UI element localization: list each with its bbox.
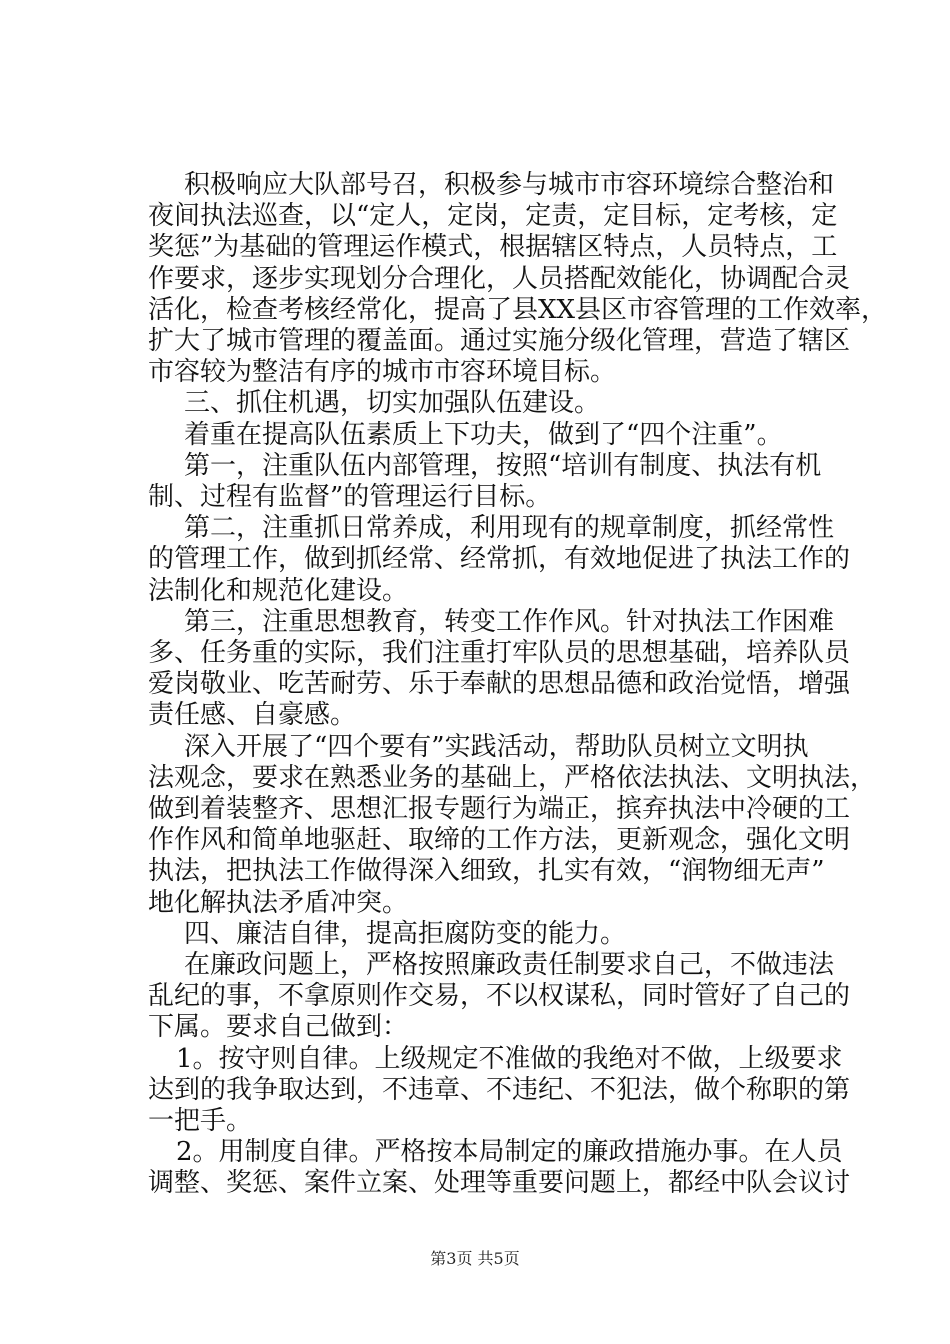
paragraph-line: 在廉政问题上，严格按照廉政责任制要求自己，不做违法 [184,950,835,980]
section-heading: 四、廉洁自律，提高拒腐防变的能力。 [184,918,627,949]
paragraph-line: 执法，把执法工作做得深入细致，扎实有效，“润物细无声” [148,856,825,887]
section-heading: 三、抓住机遇，切实加强队伍建设。 [184,388,601,419]
page-footer: 第3页 共5页 [430,1249,520,1268]
paragraph-line: 深入开展了“四个要有”实践活动，帮助队员树立文明执 [184,731,809,762]
paragraph-line: 着重在提高队伍素质上下功夫，做到了“四个注重”。 [184,419,783,450]
paragraph-line: 多、任务重的实际，我们注重打牢队员的思想基础，培养队员 [148,638,851,668]
paragraph-line: 第一，注重队伍内部管理，按照“培训有制度、执法有机 [184,450,822,481]
paragraph-line: 制、过程有监督”的管理运行目标。 [148,482,552,512]
paragraph-line: 地化解执法矛盾冲突。 [148,887,409,918]
paragraph-line: 积极响应大队部号召，积极参与城市市容环境综合整治和 [184,170,835,200]
paragraph-line: 做到着装整齐、思想汇报专题行为端正，摈弃执法中冷硬的工 [148,794,851,824]
paragraph-line: 一把手。 [148,1106,253,1136]
paragraph-line: 市容较为整洁有序的城市市容环境目标。 [148,357,617,388]
paragraph-line: 乱纪的事，不拿原则作交易，不以权谋私，同时管好了自己的 [148,981,851,1012]
paragraph-line: 的管理工作，做到抓经常、经常抓，有效地促进了执法工作的 [148,544,851,575]
paragraph-line: 夜间执法巡查，以“定人，定岗，定责，定目标，定考核，定 [148,201,838,232]
paragraph-line: 第二，注重抓日常养成，利用现有的规章制度，抓经常性 [184,513,835,544]
paragraph-line: 爱岗敬业、吃苦耐劳、乐于奉献的思想品德和政治觉悟，增强 [148,669,851,700]
paragraph-line: 达到的我争取达到，不违章、不违纪、不犯法，做个称职的第 [148,1074,851,1105]
paragraph-line: 第三，注重思想教育，转变工作作风。针对执法工作困难 [184,606,835,637]
paragraph-line: 法制化和规范化建设。 [148,575,409,606]
paragraph-line: 法观念，要求在熟悉业务的基础上，严格依法执法、文明执法， [148,762,877,793]
paragraph-line: 责任感、自豪感。 [148,700,357,731]
paragraph-line: 1。按守则自律。上级规定不准做的我绝对不做，上级要求 [176,1043,843,1074]
paragraph-line: 作要求，逐步实现划分合理化，人员搭配效能化，协调配合灵 [148,263,851,294]
paragraph-line: 作作风和简单地驱赶、取缔的工作方法，更新观念，强化文明 [148,825,851,856]
paragraph-line: 活化，检查考核经常化，提高了县XX县区市容管理的工作效率， [148,294,888,325]
paragraph-line: 扩大了城市管理的覆盖面。通过实施分级化管理，营造了辖区 [148,326,851,356]
paragraph-line: 2。用制度自律。严格按本局制定的廉政措施办事。在人员 [176,1137,843,1168]
paragraph-line: 调整、奖惩、案件立案、处理等重要问题上，都经中队会议讨 [148,1168,851,1199]
paragraph-line: 奖惩”为基础的管理运作模式，根据辖区特点，人员特点，工 [148,232,838,263]
paragraph-line: 下属。要求自己做到： [148,1012,409,1043]
